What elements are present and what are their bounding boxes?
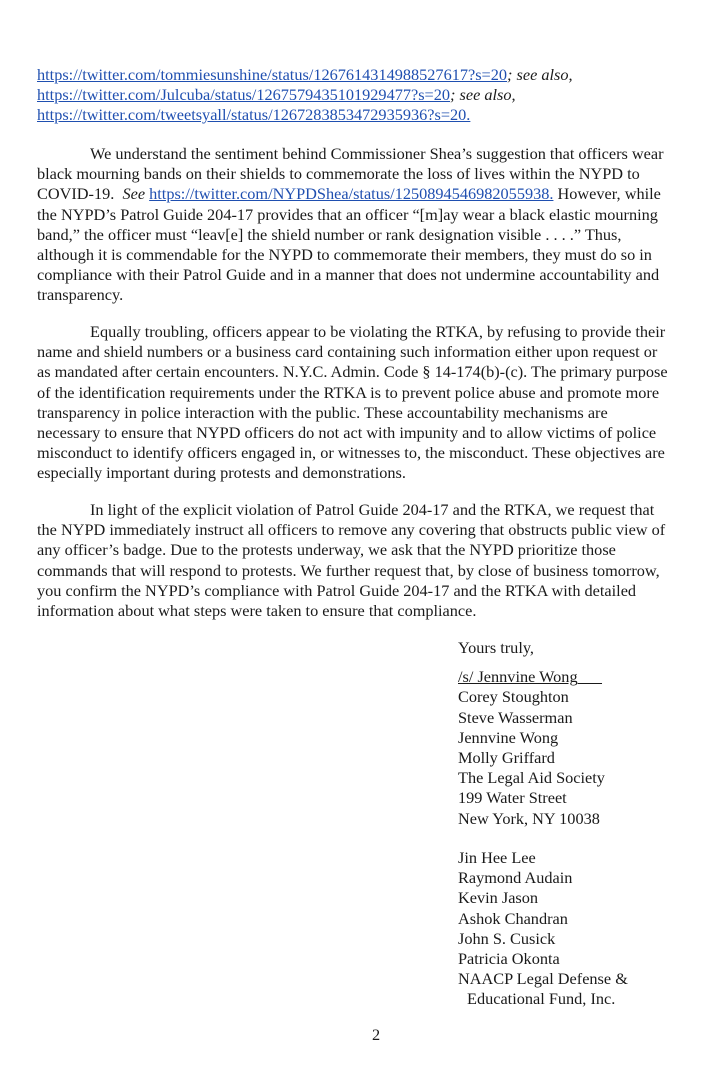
see-also-text: ; see also, [507, 65, 573, 84]
citation-row [37, 65, 717, 85]
text-line: you confirm the NYPD’s compliance with Patrol Guide 204-17 and the RTKA with detailed [37, 580, 637, 600]
signed-name: /s/ Jennvine Wong [458, 667, 578, 687]
tweet-link[interactable]: https://twitter.com/tweetsyall/status/1267283853472935936?s=20. [37, 105, 471, 124]
text-line: transparency. [37, 285, 124, 305]
text-line: the NYPD immediately instruct all officers to remove any covering that obstructs public view of [37, 520, 666, 540]
signatory: John S. Cusick [458, 928, 556, 948]
signature-rule [578, 667, 602, 686]
see-signal: See [122, 184, 146, 204]
see-also-text: ; see also, [450, 85, 516, 104]
signatory: Molly Griffard [458, 748, 555, 768]
signatory: Steve Wasserman [458, 707, 573, 727]
signatory: Jennvine Wong [458, 727, 559, 747]
text-line [37, 184, 717, 204]
text-line: name and shield numbers or a business card containing such information either upon request or [37, 342, 658, 362]
citation-links [37, 65, 717, 125]
page-number-text: 2 [372, 1025, 381, 1044]
organization: The Legal Aid Society [458, 768, 605, 788]
citation-row [37, 85, 717, 105]
signatory: Raymond Audain [458, 868, 573, 888]
organization: NAACP Legal Defense & [458, 969, 628, 989]
paragraph-rtka [37, 322, 717, 484]
text-line: compliance with their Patrol Guide and in a manner that does not undermine accountability and [37, 265, 660, 285]
text-line: as mandated after certain encounters. N.Y.C. Admin. Code § 14-174(b)-(c). The primary purpose [37, 362, 668, 382]
text-line: information about what steps were taken to ensure that compliance. [37, 601, 477, 621]
text-line: black mourning bands on their shields to commemorate the loss of lives within the NYPD to [37, 164, 640, 184]
signature-block-naacp [458, 848, 718, 1010]
text-line: transparency in police interaction with the public. These accountability mechanisms are [37, 402, 608, 422]
text-line: the NYPD’s Patrol Guide 204-17 provides that an officer “[m]ay wear a black elastic mourning [37, 204, 658, 224]
signatory: Patricia Okonta [458, 949, 560, 969]
address-line: New York, NY 10038 [458, 808, 600, 828]
shea-tweet-link[interactable]: https://twitter.com/NYPDShea/status/1250894546982055938. [149, 184, 554, 204]
text-line: although it is commendable for the NYPD to commemorate their members, they must do so in [37, 245, 652, 265]
text-line: Equally troubling, officers appear to be violating the RTKA, by refusing to provide their [90, 322, 666, 341]
tweet-link[interactable]: https://twitter.com/tommiesunshine/status/1267614314988527617?s=20 [37, 65, 508, 84]
tweet-link[interactable]: https://twitter.com/Julcuba/status/1267579435101929477?s=20 [37, 85, 451, 104]
text-line: especially important during protests and demonstrations. [37, 463, 406, 483]
signatory: Corey Stoughton [458, 687, 569, 707]
text-line: We understand the sentiment behind Commissioner Shea’s suggestion that officers wear [90, 144, 664, 163]
text-line: In light of the explicit violation of Patrol Guide 204-17 and the RTKA, we request that [90, 500, 655, 519]
text-line: commands that will respond to protests. We further request that, by close of business tomorrow, [37, 560, 660, 580]
address-line: 199 Water Street [458, 788, 567, 808]
text-line: misconduct to identify officers engaged in, or witnesses to, the misconduct. These objectives are [37, 443, 665, 463]
text-line: necessary to ensure that NYPD officers do not act with impunity and to allow victims of police [37, 423, 657, 443]
text-line: any officer’s badge. Due to the protests underway, we ask that the NYPD prioritize those [37, 540, 616, 560]
organization: Educational Fund, Inc. [467, 989, 616, 1009]
signatory: Kevin Jason [458, 888, 539, 908]
text-line: band,” the officer must “leav[e] the shield number or rank designation visible . . . .” Thus, [37, 224, 622, 244]
signature-block [458, 638, 718, 829]
signatory: Jin Hee Lee [458, 848, 536, 867]
closing: Yours truly, [458, 638, 534, 657]
signed-line [458, 667, 718, 687]
signatory: Ashok Chandran [458, 908, 568, 928]
text-fragment: However, while [557, 184, 661, 204]
citation-row [37, 105, 717, 125]
paragraph-request [37, 500, 717, 621]
text-fragment: COVID-19. [37, 184, 115, 204]
text-line: of the identification requirements under the RTKA is to prevent police abuse and promote more [37, 382, 660, 402]
paragraph-mourning-bands [37, 144, 717, 306]
